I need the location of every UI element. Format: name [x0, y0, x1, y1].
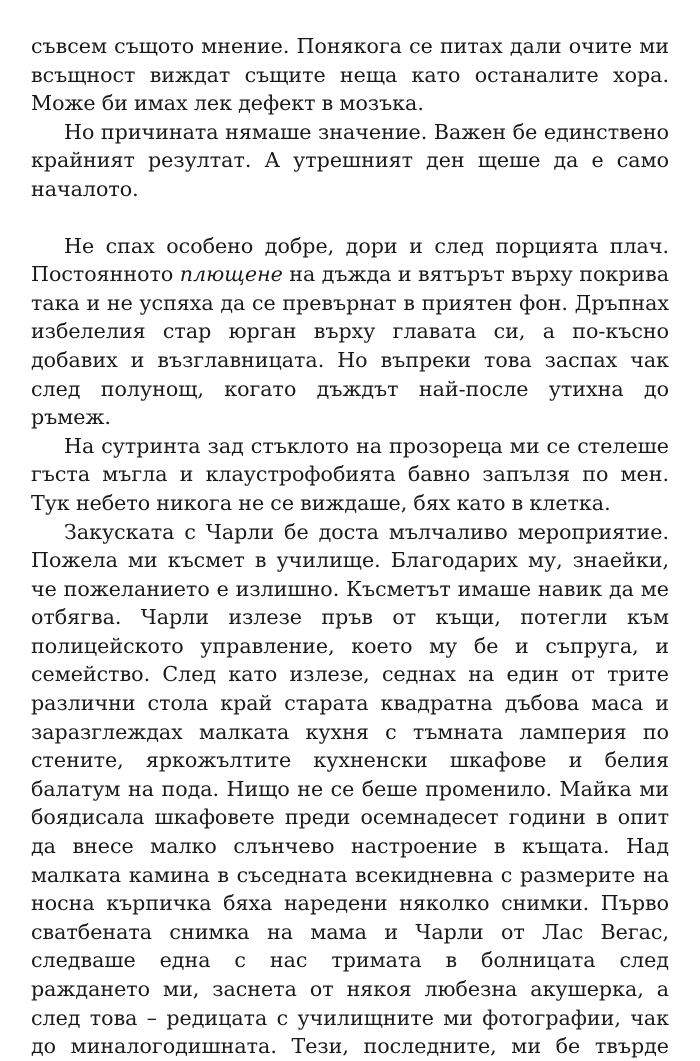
paragraph-3-emphasis: плющене	[179, 262, 283, 287]
section-break	[31, 204, 669, 232]
paragraph-5: Закуската с Чарли бе доста мълчаливо мероприятие. Пожела ми късмет в училище. Благодарих му, знаейки, че пожеланието е излишно. Късметът имаше навик да ме отбягва. Чарли излезе пръв от къщи, потегли към полицейското управление, което му бе и съпруга, и семейство. След като излезе, седнах на един от трите различни стола край старата квадратна дъбова маса и заразглеждах малката кухня с тъмната ламперия по стените, яркожълтите кухненски шкафове и белия балатум на пода. Нищо не се беше променило. Майка ми боядисала шкафовете преди осемнадесет години в опит да внесе малко слънчево настроение в къщата. Над малката камина в съседната всекидневна с размерите на носна кърпичка бяха наредени няколко снимки. Първо сватбената снимка на мама и Чарли от Лас Вегас, следваше една с нас тримата в болницата след раждането ми, заснета от някоя любезна акушерка, а след това – редицата с училищните ми фотографии, чак до миналогодишната. Тези, последните, ми бе твърде	[31, 519, 669, 1059]
paragraph-3	[31, 232, 669, 432]
paragraph-3-end: на дъжда и вятърът върху покрива така и не успяха да се превърнат в приятен фон. Дръпнах избелелия стар юрган върху главата си, а по-късно добавих и възглавницата. Но въпреки това заспах чак след полунощ, когато дъждът най-после утихна до ръмеж.	[31, 262, 670, 430]
paragraph-1: съвсем същото мнение. Понякога се питах дали очите ми всъщност виждат същите неща като останалите хора. Може би имах лек дефект в мозъка.	[31, 34, 669, 116]
paragraph-4: На сутринта зад стъклото на прозореца ми се стелеше гъста мъгла и клаустрофобията бавно запълзя по мен. Тук небето никога не се виждаше, бях като в клетка.	[31, 433, 669, 515]
paragraph-3-start: Не спах особено добре, дори и след порцията плач. Постоянното	[31, 233, 669, 287]
paragraph-2: Но причината нямаше значение. Важен бе единствено крайният резултат. А утрешният ден щеше да е само началото.	[31, 119, 669, 201]
